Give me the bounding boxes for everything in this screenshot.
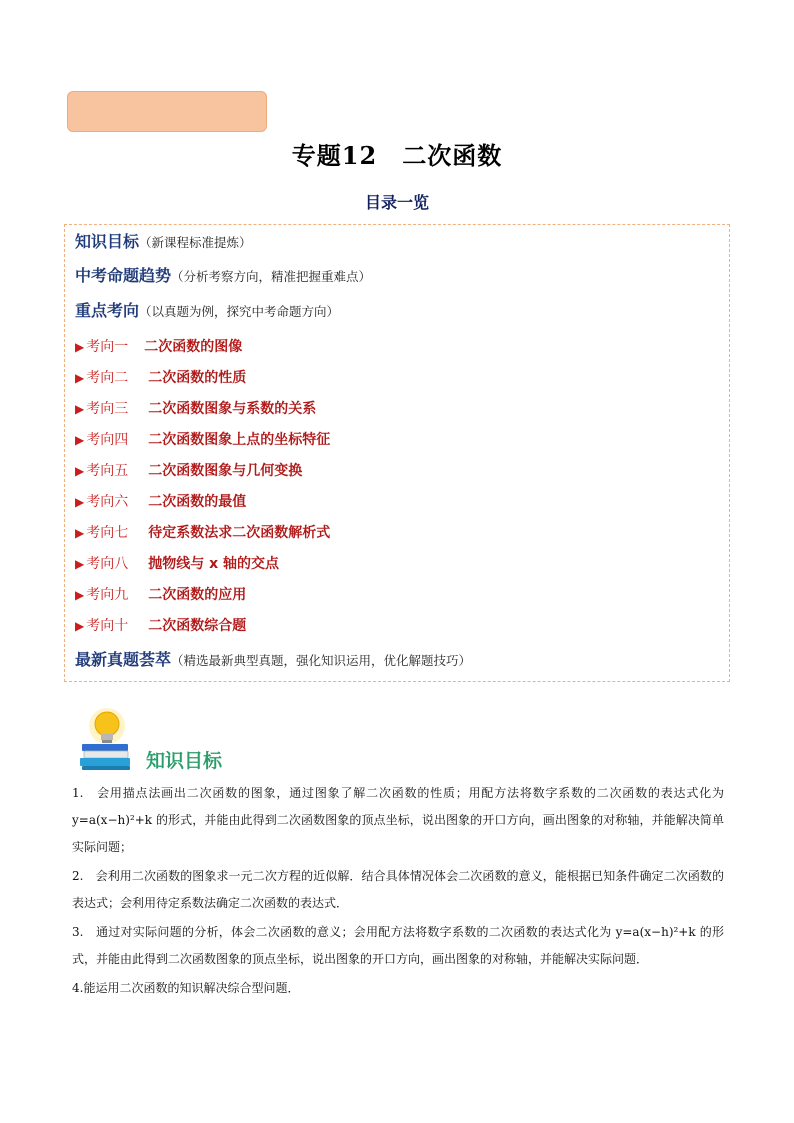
knowledge-goals [72, 780, 724, 1004]
direction-text: 二次函数图象与系数的关系 [148, 401, 317, 417]
toc-direction-6[interactable] [75, 491, 246, 511]
goal-item: 2. 会利用二次函数的图象求一元二次方程的近似解．结合具体情况体会二次函数的意义，能根据已知条件确定二次函数的表达式；会利用待定系数法确定二次函数的表达式． [72, 869, 724, 910]
triangle-right-icon: ▶ [75, 371, 85, 385]
triangle-right-icon: ▶ [75, 402, 85, 416]
toc-direction-7[interactable] [75, 522, 330, 542]
triangle-right-icon: ▶ [75, 433, 85, 447]
direction-text: 二次函数的性质 [148, 370, 247, 386]
direction-text: 二次函数图象与几何变换 [148, 463, 303, 479]
direction-text: 二次函数综合题 [148, 618, 247, 634]
header-tag-box [67, 91, 267, 132]
knowledge-title: 知识目标 [146, 750, 223, 772]
direction-text: 二次函数的最值 [148, 494, 247, 510]
direction-label: 考向一 [86, 339, 129, 355]
goal-item: 4.能运用二次函数的知识解决综合型问题． [72, 981, 300, 995]
goal-item: 1. 会用描点法画出二次函数的图象，通过图象了解二次函数的性质；用配方法将数字系数的二次函数的表达式化为 y=a(x−h)²+k 的形式，并能由此得到二次函数图象的顶点坐标，说出图象的开口方向，画出图象的对称轴，并能解决简单实际问题； [72, 786, 724, 854]
toc-section-trend[interactable] [75, 263, 371, 286]
toc-section-note: （以真题为例，探究中考命题方向） [139, 304, 340, 319]
direction-label: 考向十 [86, 618, 129, 634]
toc-section-title: 重点考向 [75, 301, 140, 320]
toc-direction-4[interactable] [75, 429, 330, 449]
toc-section-note: （新课程标准提炼） [139, 235, 252, 250]
direction-label: 考向五 [86, 463, 129, 479]
toc-box [64, 224, 730, 682]
toc-section-focus[interactable] [75, 298, 339, 321]
direction-text: 二次函数图象上点的坐标特征 [148, 432, 331, 448]
toc-section-title: 最新真题荟萃 [75, 650, 172, 669]
direction-label: 考向六 [86, 494, 129, 510]
direction-text: 待定系数法求二次函数解析式 [148, 525, 331, 541]
direction-text: 抛物线与 x 轴的交点 [148, 556, 280, 572]
page-title: 专题12 二次函数 [291, 141, 503, 170]
direction-text: 二次函数的图像 [144, 339, 243, 355]
direction-label: 考向八 [86, 556, 129, 572]
goal-item: 3. 通过对实际问题的分析，体会二次函数的意义；会用配方法将数字系数的二次函数的表达式化为 y=a(x−h)²+k 的形式，并能由此得到二次函数图象的顶点坐标，说出图象的开口方向，画出图象的对称轴，并能解决实际问题． [72, 925, 724, 966]
triangle-right-icon: ▶ [75, 340, 85, 354]
triangle-right-icon: ▶ [75, 588, 85, 602]
direction-label: 考向九 [86, 587, 129, 603]
toc-direction-3[interactable] [75, 398, 316, 418]
triangle-right-icon: ▶ [75, 464, 85, 478]
toc-section-knowledge[interactable] [75, 229, 252, 252]
toc-section-latest[interactable] [75, 647, 471, 670]
toc-section-title: 中考命题趋势 [75, 266, 172, 285]
triangle-right-icon: ▶ [75, 557, 85, 571]
toc-direction-1[interactable] [75, 336, 242, 356]
toc-direction-8[interactable] [75, 553, 279, 573]
toc-direction-9[interactable] [75, 584, 246, 604]
direction-label: 考向七 [86, 525, 129, 541]
direction-text: 二次函数的应用 [148, 587, 247, 603]
triangle-right-icon: ▶ [75, 495, 85, 509]
direction-label: 考向三 [86, 401, 129, 417]
direction-label: 考向二 [86, 370, 129, 386]
toc-section-note: （精选最新典型真题，强化知识运用，优化解题技巧） [171, 653, 472, 668]
toc-direction-2[interactable] [75, 367, 246, 387]
toc-heading: 目录一览 [364, 193, 429, 212]
toc-direction-5[interactable] [75, 460, 302, 480]
toc-section-title: 知识目标 [75, 232, 140, 251]
toc-section-note: （分析考察方向，精准把握重难点） [171, 269, 372, 284]
toc-direction-10[interactable] [75, 615, 246, 635]
triangle-right-icon: ▶ [75, 526, 85, 540]
direction-label: 考向四 [86, 432, 129, 448]
triangle-right-icon: ▶ [75, 619, 85, 633]
